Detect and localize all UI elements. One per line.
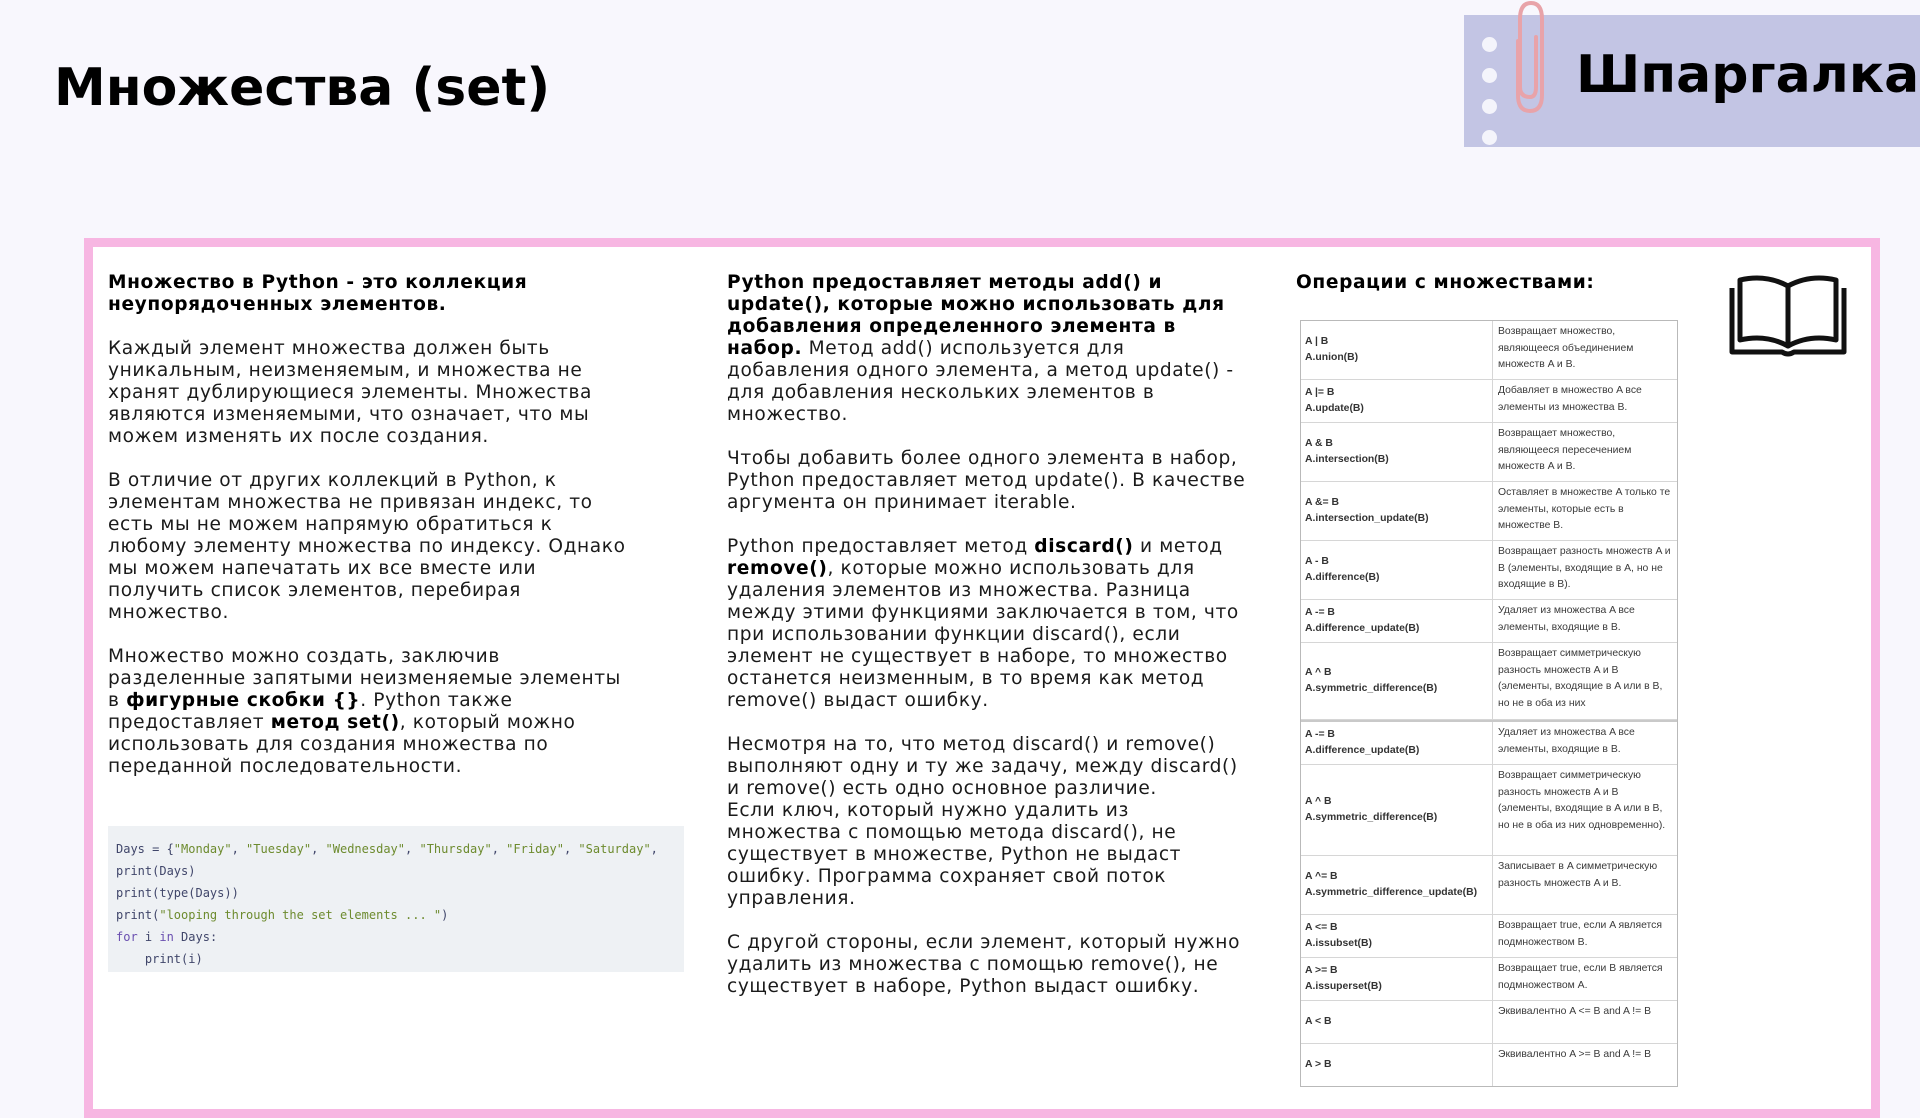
- operation-description: Возвращает симметрическую разность множеств A и B (элементы, входящие в A или в B, но не в оба из них одновременно).: [1498, 770, 1666, 831]
- code-token: ): [441, 908, 449, 922]
- bold-term: discard(): [1034, 536, 1134, 557]
- bold-term: remove(): [727, 558, 828, 579]
- operations-table: [1300, 320, 1678, 1087]
- binder-hole: [1482, 68, 1497, 83]
- operation-syntax-line: A -= B: [1305, 607, 1335, 618]
- operation-syntax: [1301, 482, 1493, 540]
- operation-row: [1301, 856, 1677, 915]
- operation-syntax: [1301, 1001, 1493, 1043]
- methods-paragraph: Чтобы добавить более одного элемента в набор, Python предоставляет метод update(). В качестве аргумента он принимает iterable.: [727, 448, 1246, 513]
- operation-syntax: [1301, 856, 1493, 914]
- code-line: [116, 908, 448, 922]
- operation-syntax-line: A ^ B: [1305, 796, 1332, 807]
- binder-hole: [1482, 130, 1497, 145]
- code-token: ,: [231, 842, 247, 856]
- code-token: Days:: [173, 930, 218, 944]
- operation-syntax-line: A &= B: [1305, 497, 1339, 508]
- text-span: . Python также предоставляет: [108, 690, 513, 733]
- operation-syntax-line: A.symmetric_difference(B): [1305, 812, 1438, 823]
- text-span: Python предоставляет метод: [727, 536, 1035, 557]
- bold-term: фигурные скобки {}: [126, 690, 361, 711]
- binder-hole: [1482, 37, 1497, 52]
- operation-syntax-line: A < B: [1305, 1016, 1332, 1027]
- operation-syntax-line: A | B: [1305, 336, 1329, 347]
- code-keyword: in: [159, 930, 174, 944]
- operation-description: Возвращает true, если B является подмножеством A.: [1498, 963, 1663, 991]
- operation-syntax: [1301, 722, 1493, 764]
- operation-syntax-line: A.issubset(B): [1305, 938, 1372, 949]
- operation-description: Возвращает true, если A является подмножеством B.: [1498, 920, 1662, 948]
- operation-syntax-line: A.update(B): [1305, 403, 1364, 414]
- code-string: "Thursday": [419, 842, 492, 856]
- operation-syntax-line: A.union(B): [1305, 352, 1359, 363]
- code-line: print(type(Days)): [116, 886, 239, 900]
- operations-title: Операции с множествами:: [1296, 272, 1595, 293]
- operation-syntax-line: A > B: [1305, 1059, 1332, 1070]
- operation-row: [1301, 380, 1677, 423]
- operation-syntax-line: A -= B: [1305, 729, 1335, 740]
- code-snippet: [108, 826, 684, 972]
- operation-description: Эквивалентно A <= B and A != B: [1498, 1006, 1652, 1017]
- intro-column: [108, 272, 628, 800]
- operation-syntax-line: A ^ B: [1305, 667, 1332, 678]
- operation-syntax: [1301, 765, 1493, 855]
- text-span: Метод add() используется для добавления одного элемента, а метод update() - для добавления нескольких элементов в множество.: [727, 338, 1234, 425]
- binder-holes: [1482, 27, 1498, 147]
- operation-row: [1301, 915, 1677, 958]
- intro-definition: [108, 272, 628, 316]
- code-token: print(: [116, 908, 160, 922]
- operation-syntax-line: A.difference(B): [1305, 572, 1380, 583]
- code-string-list: [174, 842, 651, 856]
- operation-syntax-line: A.difference_update(B): [1305, 745, 1420, 756]
- operation-row: [1301, 765, 1677, 856]
- operation-syntax-line: A <= B: [1305, 922, 1338, 933]
- operation-syntax-line: A.symmetric_difference(B): [1305, 683, 1438, 694]
- intro-paragraph-create: [108, 646, 628, 778]
- operation-syntax-line: A.intersection(B): [1305, 454, 1389, 465]
- methods-paragraph: Несмотря на то, что метод discard() и remove() выполняют одну и ту же задачу, между discard() и remove() есть одно основное различие.: [727, 734, 1238, 799]
- operation-description: Добавляет в множество A все элементы из множества B.: [1498, 385, 1642, 413]
- operation-description: Удаляет из множества A все элементы, входящие в B.: [1498, 605, 1635, 633]
- code-token: i: [137, 930, 160, 944]
- banner-title: Шпаргалка: [1576, 45, 1920, 105]
- operation-description: Оставляет в множестве A только те элементы, которые есть в множестве B.: [1498, 487, 1671, 531]
- operation-row: [1301, 958, 1677, 1001]
- code-token: ,: [491, 842, 507, 856]
- operation-syntax: [1301, 600, 1493, 642]
- cheatsheet-banner: [1464, 15, 1920, 147]
- methods-column: [727, 272, 1247, 1020]
- operation-row: [1301, 1001, 1677, 1044]
- code-string: "looping through the set elements ... ": [159, 908, 442, 922]
- text-span: , которые можно использовать для удаления элементов из множества. Разница между этими функциями заключается в том, что при использовании функции discard(), если элемент не существует в наборе, то множество останется неизменным, в то время как метод remove() выдаст ошибку.: [727, 558, 1239, 711]
- operation-row: [1301, 541, 1677, 600]
- operation-syntax-line: A |= B: [1305, 387, 1335, 398]
- operation-syntax: [1301, 321, 1493, 379]
- code-token: ,: [650, 842, 658, 856]
- code-string: "Monday": [173, 842, 232, 856]
- code-line: [116, 930, 217, 944]
- open-book-icon: [1728, 272, 1848, 358]
- binder-hole: [1482, 99, 1497, 114]
- text-span: и метод: [1133, 536, 1223, 557]
- code-token: Days = {: [116, 842, 174, 856]
- paperclip-icon: [1506, 0, 1554, 115]
- operation-syntax-line: A ^= B: [1305, 871, 1338, 882]
- operation-row: [1301, 720, 1677, 765]
- operation-description: Возвращает симметрическую разность множеств A и B (элементы, входящие в A или в B, но не в оба из них: [1498, 648, 1663, 709]
- code-line: [116, 842, 658, 856]
- operation-row: [1301, 321, 1677, 380]
- intro-paragraph: Каждый элемент множества должен быть уникальным, неизменяемым, и множества не хранят дублирующиеся элементы. Множества являются изменяемыми, что означает, что мы можем изменять их после создания.: [108, 338, 593, 447]
- code-string: "Friday": [506, 842, 564, 856]
- operation-syntax-line: A.issuperset(B): [1305, 981, 1382, 992]
- operation-syntax-line: A - B: [1305, 556, 1329, 567]
- operation-description: Удаляет из множества A все элементы, входящие в B.: [1498, 727, 1635, 755]
- operation-syntax: [1301, 423, 1493, 481]
- intro-paragraph: В отличие от других коллекций в Python, к элементам множества не привязан индекс, то есть мы не можем напрямую обратиться к любому элементу множества по индексу. Однако мы можем напечатать их все вместе или получить список элементов, перебирая множество.: [108, 470, 626, 623]
- operation-description: Возвращает множество, являющееся пересечением множеств A и B.: [1498, 428, 1632, 472]
- code-keyword: for: [116, 930, 138, 944]
- operation-description: Записывает в A симметрическую разность множеств A и B.: [1498, 861, 1658, 889]
- operation-row: [1301, 600, 1677, 643]
- operation-syntax: [1301, 380, 1493, 422]
- operation-syntax-line: A >= B: [1305, 965, 1338, 976]
- bold-term: метод set(): [270, 712, 400, 733]
- text-span: , который можно использовать для создания множества по переданной последовательности.: [108, 712, 576, 777]
- code-string: "Saturday": [578, 842, 651, 856]
- methods-paragraph: С другой стороны, если элемент, который нужно удалить из множества с помощью remove(), не существует в наборе, Python выдаст ошибку.: [727, 932, 1241, 997]
- methods-paragraph-add: [727, 272, 1247, 426]
- code-string: "Wednesday": [325, 842, 406, 856]
- operation-description: Эквивалентно A >= B and A != B: [1498, 1049, 1652, 1060]
- intro-definition-text: Множество в Python - это коллекция неупорядоченных элементов.: [108, 272, 528, 315]
- code-token: ,: [563, 842, 579, 856]
- operation-syntax-line: A.difference_update(B): [1305, 623, 1420, 634]
- methods-paragraph-discard: [727, 536, 1247, 712]
- text-span: Множество можно создать, заключив разделенные запятыми неизменяемые элементы в: [108, 646, 621, 711]
- bold-term: Python предоставляет методы add() и update(), которые можно использовать для добавления определенного элемента в набор.: [727, 272, 1225, 359]
- methods-paragraph: Если ключ, который нужно удалить из множества с помощью метода discard(), не существует в множестве, Python не выдаст ошибку. Программа сохраняет свой поток управления.: [727, 800, 1182, 909]
- operation-syntax-line: A & B: [1305, 438, 1333, 449]
- operation-syntax-line: A.symmetric_difference_update(B): [1305, 887, 1478, 898]
- operation-syntax: [1301, 958, 1493, 1000]
- code-string: "Tuesday": [246, 842, 312, 856]
- operation-syntax: [1301, 643, 1493, 719]
- code-line: print(i): [116, 952, 203, 966]
- operation-syntax: [1301, 541, 1493, 599]
- code-token: ,: [405, 842, 420, 856]
- code-line: print(Days): [116, 864, 196, 878]
- page-title: Множества (set): [54, 58, 551, 118]
- operation-row: [1301, 482, 1677, 541]
- operation-row: [1301, 643, 1677, 720]
- operation-syntax: [1301, 915, 1493, 957]
- operation-syntax-line: A.intersection_update(B): [1305, 513, 1429, 524]
- operation-description: Возвращает разность множеств A и B (элементы, входящие в A, но не входящие в B).: [1498, 546, 1671, 590]
- operation-description: Возвращает множество, являющееся объединением множеств A и B.: [1498, 326, 1634, 370]
- operation-row: [1301, 423, 1677, 482]
- code-token: ,: [311, 842, 326, 856]
